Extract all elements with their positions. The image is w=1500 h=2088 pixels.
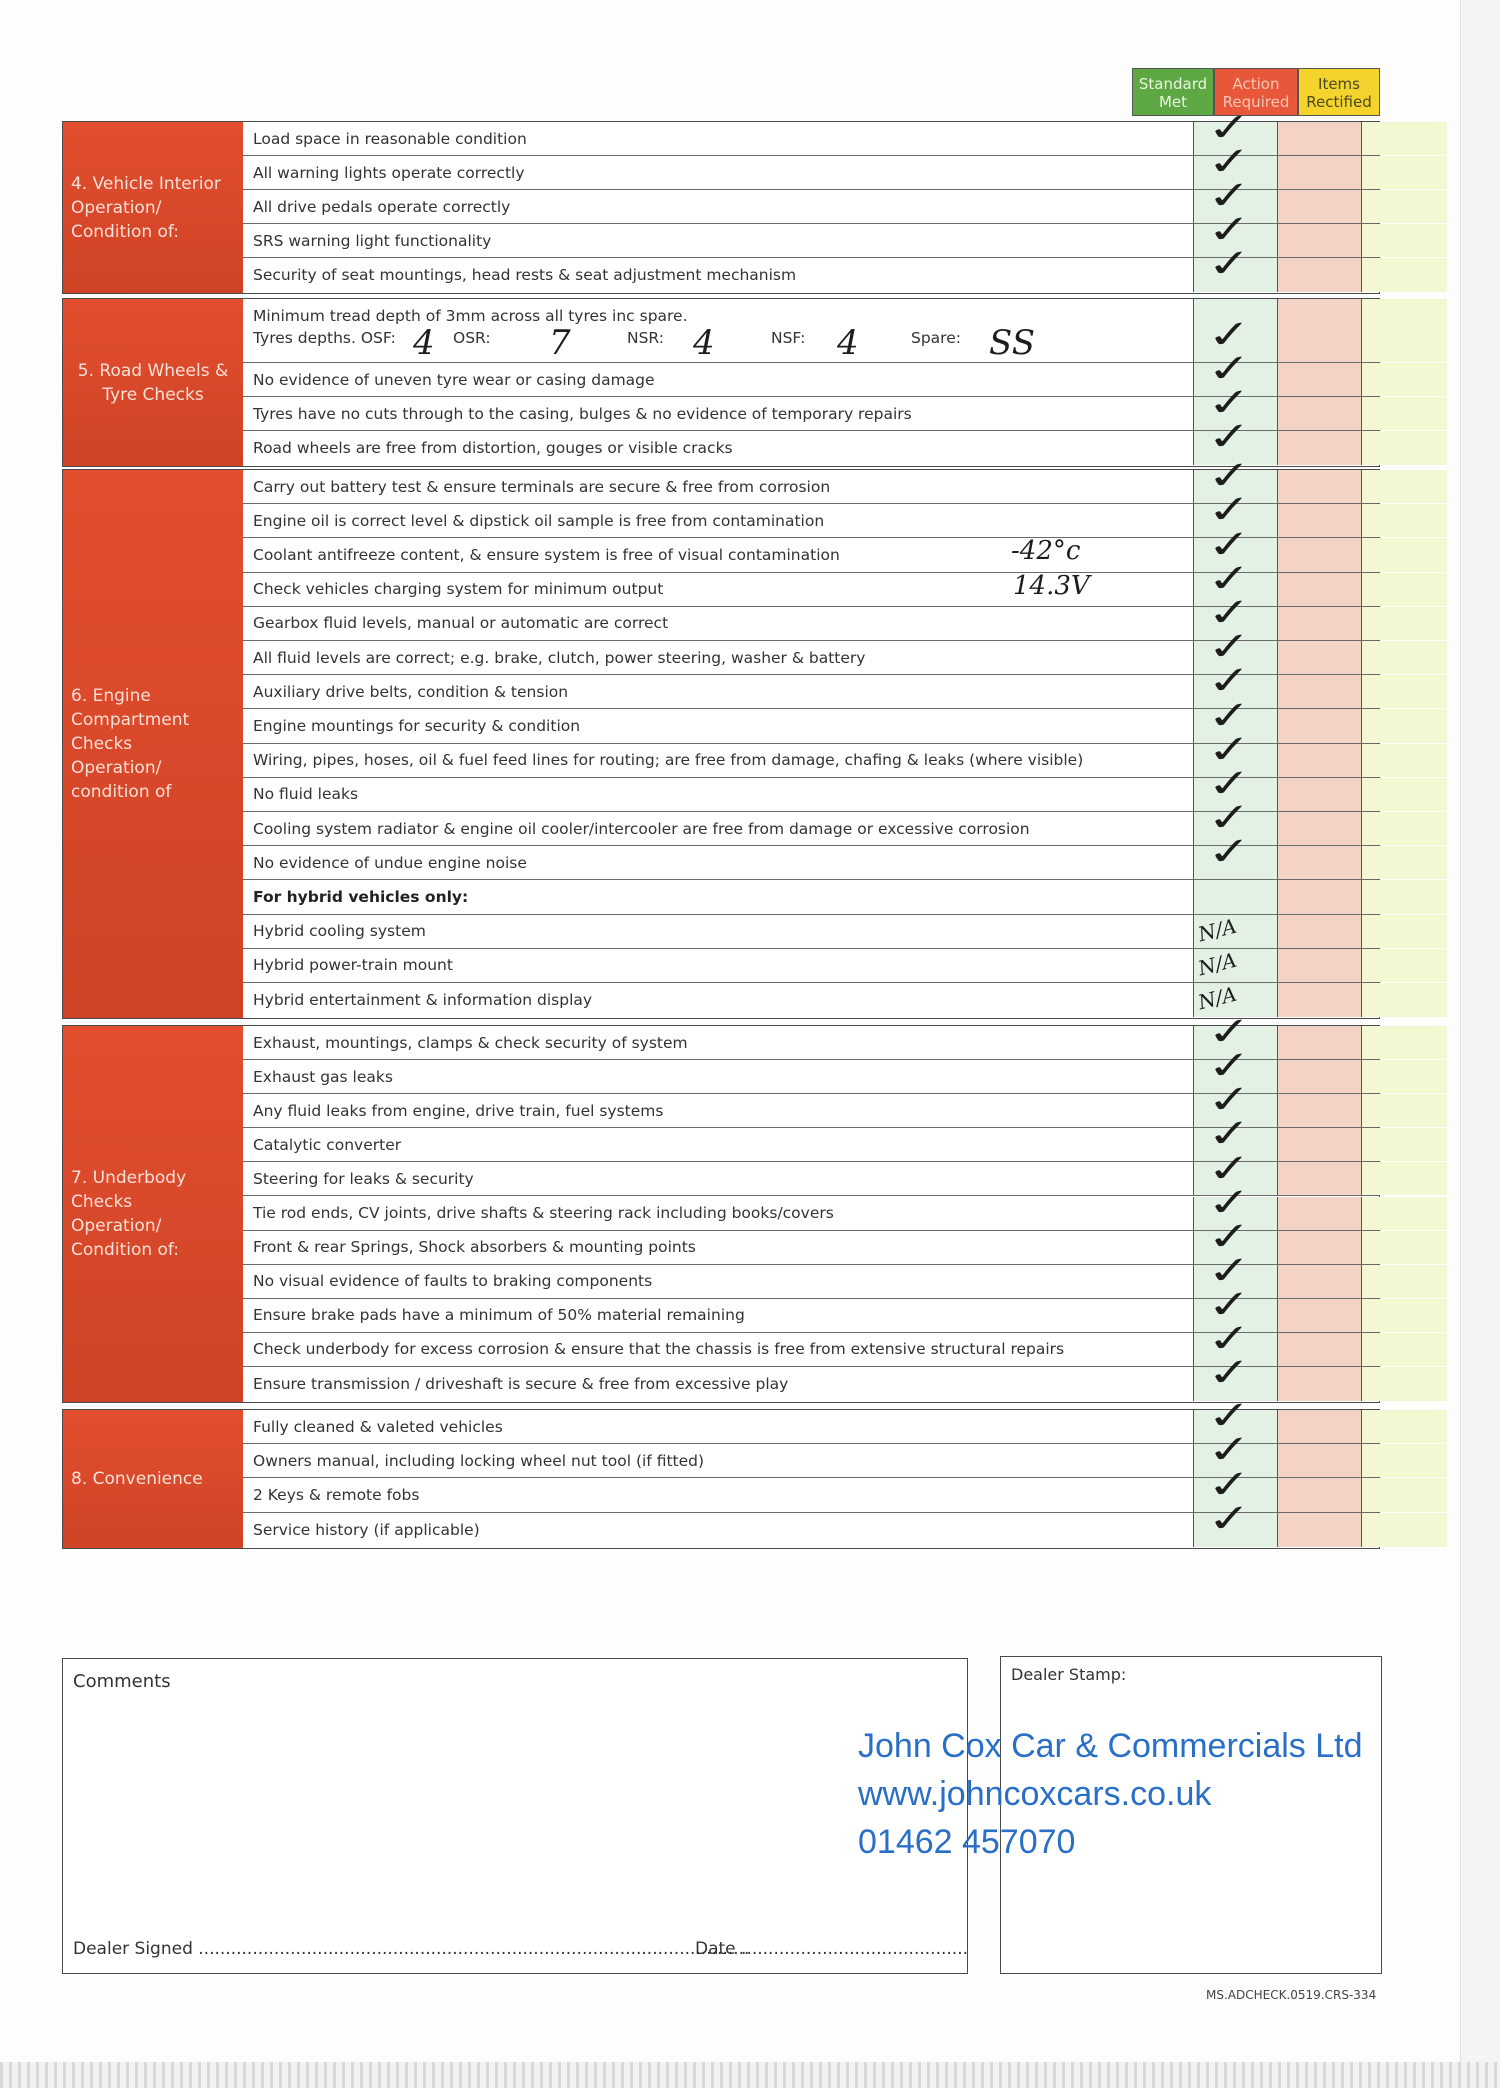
check-item-label: Hybrid cooling system: [253, 922, 426, 941]
check-item-label: Owners manual, including locking wheel nut tool (if fitted): [253, 1451, 705, 1470]
items-rectified-cell[interactable]: [1361, 709, 1447, 742]
check-item-label: No fluid leaks: [253, 785, 359, 804]
standard-met-cell[interactable]: [1193, 880, 1277, 913]
section-label: [63, 1026, 243, 1402]
action-required-cell[interactable]: [1277, 744, 1361, 777]
tick-mark: ✓: [1204, 453, 1255, 500]
action-required-cell[interactable]: [1277, 470, 1361, 503]
section-label-text: 5. Road Wheels & Tyre Checks: [77, 360, 229, 405]
action-required-cell[interactable]: [1277, 880, 1361, 913]
tick-mark: ✓: [1204, 241, 1255, 287]
check-item-label: Minimum tread depth of 3mm across all tyres inc spare.: [253, 307, 688, 325]
items-rectified-cell[interactable]: [1361, 504, 1447, 537]
action-required-cell[interactable]: [1277, 397, 1361, 430]
checklist-row: [243, 241, 1379, 292]
action-required-cell[interactable]: [1277, 1333, 1361, 1366]
items-rectified-cell[interactable]: [1361, 224, 1447, 257]
tick-mark: ✓: [1204, 761, 1255, 807]
action-required-cell[interactable]: [1277, 156, 1361, 189]
tick-mark: ✓: [1204, 346, 1255, 392]
section-label: [63, 1410, 243, 1548]
osr-label: OSR:: [453, 329, 491, 347]
action-required-cell[interactable]: [1277, 915, 1361, 948]
items-rectified-cell[interactable]: [1361, 573, 1447, 606]
items-rectified-cell[interactable]: [1361, 1333, 1447, 1366]
action-required-cell[interactable]: [1277, 224, 1361, 257]
tick-mark: ✓: [1204, 1393, 1255, 1440]
action-required-cell[interactable]: [1277, 538, 1361, 571]
items-rectified-cell[interactable]: [1361, 1094, 1447, 1127]
check-item-label: Hybrid power-train mount: [253, 956, 453, 975]
tick-mark: ✓: [1204, 207, 1255, 253]
section-label: [63, 122, 243, 293]
header-action-required: Action Required: [1214, 68, 1298, 116]
tick-mark: ✓: [1204, 1316, 1255, 1362]
tick-mark: ✓: [1204, 658, 1255, 705]
check-item-label: Engine oil is correct level & dipstick oil sample is free from contamination: [253, 511, 825, 530]
items-rectified-cell[interactable]: [1361, 258, 1447, 292]
tick-mark: ✓: [1204, 829, 1255, 876]
tick-mark: ✓: [1204, 1009, 1255, 1055]
action-required-cell[interactable]: [1277, 1197, 1361, 1230]
items-rectified-cell[interactable]: [1361, 538, 1447, 571]
section-s6: [62, 453, 1380, 1019]
check-item-label: All fluid levels are correct; e.g. brake, clutch, power steering, washer & battery: [253, 648, 866, 667]
section-s7: [62, 1009, 1380, 1403]
check-item-label: Service history (if applicable): [253, 1520, 480, 1539]
nsr-label: NSR:: [627, 329, 664, 347]
action-required-cell[interactable]: [1277, 1060, 1361, 1093]
items-rectified-cell[interactable]: [1361, 983, 1447, 1017]
action-required-cell[interactable]: [1277, 607, 1361, 640]
not-applicable-mark: N/A: [1195, 947, 1240, 981]
action-required-cell[interactable]: [1277, 1513, 1361, 1547]
dealer-stamp-title: Dealer Stamp:: [1011, 1665, 1127, 1684]
items-rectified-cell[interactable]: [1361, 299, 1447, 362]
action-required-cell[interactable]: [1277, 1231, 1361, 1264]
spare-label: Spare:: [911, 329, 961, 347]
items-rectified-cell[interactable]: [1361, 431, 1447, 465]
check-item-label: Steering for leaks & security: [253, 1169, 474, 1188]
not-applicable-mark: N/A: [1195, 981, 1240, 1015]
action-required-cell[interactable]: [1277, 949, 1361, 982]
tick-mark: ✓: [1204, 556, 1255, 602]
tick-mark: ✓: [1204, 795, 1255, 842]
check-item-label: For hybrid vehicles only:: [253, 887, 469, 906]
items-rectified-cell[interactable]: [1361, 812, 1447, 845]
action-required-cell[interactable]: [1277, 1128, 1361, 1161]
tick-mark: ✓: [1204, 105, 1255, 151]
check-item-label: Any fluid leaks from engine, drive train, fuel systems: [253, 1101, 664, 1120]
section-rows: [243, 105, 1379, 293]
checklist-row: [243, 915, 1379, 949]
items-rectified-cell[interactable]: [1361, 190, 1447, 223]
tick-mark: ✓: [1204, 521, 1255, 568]
tick-mark: ✓: [1204, 590, 1255, 636]
items-rectified-cell[interactable]: [1361, 641, 1447, 674]
check-item-label: Catalytic converter: [253, 1135, 402, 1154]
tick-mark: ✓: [1204, 1111, 1255, 1158]
stamp-phone: 01462 457070: [858, 1823, 1076, 1861]
action-required-cell[interactable]: [1277, 299, 1361, 362]
check-item-label: 2 Keys & remote fobs: [253, 1485, 420, 1504]
tick-mark: ✓: [1204, 624, 1255, 671]
items-rectified-cell[interactable]: [1361, 846, 1447, 879]
section-s4: [62, 105, 1380, 294]
tick-mark: ✓: [1204, 1496, 1255, 1542]
action-required-cell[interactable]: [1277, 1444, 1361, 1477]
items-rectified-cell[interactable]: [1361, 607, 1447, 640]
action-required-cell[interactable]: [1277, 573, 1361, 606]
check-item-label: Exhaust gas leaks: [253, 1067, 393, 1086]
checklist-row: [243, 1350, 1379, 1401]
check-item-label: Road wheels are free from distortion, gouges or visible cracks: [253, 439, 733, 457]
header-standard-met: Standard Met: [1132, 68, 1214, 116]
section-rows: [243, 1393, 1379, 1548]
checklist-row: [243, 880, 1379, 914]
action-required-cell[interactable]: [1277, 846, 1361, 879]
coolant-value: -42°c: [1011, 536, 1081, 567]
tick-mark: ✓: [1204, 139, 1255, 185]
check-item-label: Tyres have no cuts through to the casing, bulges & no evidence of temporary repairs: [253, 404, 912, 423]
tick-mark: ✓: [1204, 1077, 1255, 1124]
action-required-cell[interactable]: [1277, 1478, 1361, 1511]
stamp-website: www.johncoxcars.co.uk: [858, 1775, 1212, 1813]
action-required-cell[interactable]: [1277, 1410, 1361, 1443]
action-required-cell[interactable]: [1277, 1026, 1361, 1059]
section-rows: [243, 299, 1379, 466]
not-applicable-mark: N/A: [1195, 913, 1240, 947]
tick-mark: ✓: [1204, 1179, 1255, 1226]
items-rectified-cell[interactable]: [1361, 949, 1447, 982]
items-rectified-cell[interactable]: [1361, 880, 1447, 913]
tick-mark: ✓: [1204, 1248, 1255, 1294]
items-rectified-cell[interactable]: [1361, 1444, 1447, 1477]
items-rectified-cell[interactable]: [1361, 1265, 1447, 1298]
section-s8: [62, 1393, 1380, 1549]
action-required-cell[interactable]: [1277, 983, 1361, 1017]
items-rectified-cell[interactable]: [1361, 1026, 1447, 1059]
tyre-depths-label: Tyres depths. OSF:: [253, 329, 396, 347]
action-required-cell[interactable]: [1277, 504, 1361, 537]
action-required-cell[interactable]: [1277, 1094, 1361, 1127]
items-rectified-cell[interactable]: [1361, 778, 1447, 811]
tick-mark: ✓: [1204, 173, 1255, 219]
section-label: [63, 470, 243, 1018]
tyre-nsr-value: 4: [693, 323, 715, 363]
action-required-cell[interactable]: [1277, 1367, 1361, 1401]
action-required-cell[interactable]: [1277, 190, 1361, 223]
checklist-row: [243, 983, 1379, 1017]
check-item-label: No evidence of uneven tyre wear or casing damage: [253, 370, 655, 389]
check-item-label: No visual evidence of faults to braking components: [253, 1272, 653, 1291]
comments-box[interactable]: [62, 1658, 968, 1974]
action-required-cell[interactable]: [1277, 675, 1361, 708]
tyre-spare-value: SS: [989, 323, 1035, 363]
tick-mark: ✓: [1204, 692, 1255, 739]
tick-mark: ✓: [1204, 487, 1255, 534]
check-item-label: No evidence of undue engine noise: [253, 853, 527, 872]
section-rows: [243, 1009, 1379, 1402]
tick-mark: ✓: [1204, 1461, 1255, 1508]
date-line: Date ..........................................: [695, 1939, 968, 1959]
section-label-text: 6. Engine Compartment Checks Operation/ condition of: [71, 686, 190, 803]
items-rectified-cell[interactable]: [1361, 1197, 1447, 1230]
nsf-label: NSF:: [771, 329, 806, 347]
check-item-label: Cooling system radiator & engine oil cooler/intercooler are free from damage or excessive corrosion: [253, 819, 1030, 838]
check-item-label: All warning lights operate correctly: [253, 163, 525, 182]
tick-mark: ✓: [1204, 380, 1255, 426]
action-required-cell[interactable]: [1277, 1265, 1361, 1298]
tick-mark: ✓: [1204, 1427, 1255, 1474]
action-required-cell[interactable]: [1277, 122, 1361, 155]
check-item-label: Wiring, pipes, hoses, oil & fuel feed lines for routing; are free from damage, chafing & leaks (where visible): [253, 751, 1084, 770]
section-label-text: 8. Convenience: [71, 1468, 203, 1489]
items-rectified-cell[interactable]: [1361, 1367, 1447, 1401]
tick-mark: ✓: [1204, 1214, 1255, 1260]
check-item-label: Engine mountings for security & condition: [253, 716, 581, 735]
tick-mark: ✓: [1204, 1282, 1255, 1328]
check-item-label: Front & rear Springs, Shock absorbers & mounting points: [253, 1238, 696, 1257]
charging-value: 14.3V: [1013, 570, 1090, 601]
items-rectified-cell[interactable]: [1361, 675, 1447, 708]
checklist-row: [243, 1496, 1379, 1547]
check-item-label: Ensure transmission / driveshaft is secure & free from excessive play: [253, 1375, 789, 1394]
section-label-text: 7. Underbody Checks Operation/ Condition of:: [71, 1168, 187, 1261]
action-required-cell[interactable]: [1277, 641, 1361, 674]
items-rectified-cell[interactable]: [1361, 1128, 1447, 1161]
check-item-label: Load space in reasonable condition: [253, 129, 527, 148]
action-required-cell[interactable]: [1277, 709, 1361, 742]
section-label: [63, 299, 243, 466]
check-item-label: Coolant antifreeze content, & ensure system is free of visual contamination: [253, 545, 840, 564]
items-rectified-cell[interactable]: [1361, 1162, 1447, 1195]
action-required-cell[interactable]: [1277, 778, 1361, 811]
check-item-label: Check underbody for excess corrosion & ensure that the chassis is free from extensive structural repairs: [253, 1340, 1065, 1359]
stamp-company-name: John Cox Car & Commercials Ltd: [858, 1727, 1363, 1765]
items-rectified-cell[interactable]: [1361, 744, 1447, 777]
action-required-cell[interactable]: [1277, 1299, 1361, 1332]
scan-artifact-strip: [0, 2062, 1500, 2088]
items-rectified-cell[interactable]: [1361, 1410, 1447, 1443]
action-required-cell[interactable]: [1277, 431, 1361, 465]
section-s5: [62, 298, 1380, 467]
check-item-label: Exhaust, mountings, clamps & check security of system: [253, 1033, 688, 1052]
tick-mark: ✓: [1204, 1350, 1255, 1396]
check-item-label: Check vehicles charging system for minimum output: [253, 580, 664, 599]
reference-code: MS.ADCHECK.0519.CRS-334: [1206, 1988, 1377, 2002]
check-item-label: All drive pedals operate correctly: [253, 197, 511, 216]
tyre-osf-value: 4: [413, 323, 435, 363]
action-required-cell[interactable]: [1277, 1162, 1361, 1195]
section-label-text: 4. Vehicle Interior Operation/ Condition of:: [71, 173, 221, 242]
page-edge: [1460, 0, 1500, 2088]
tick-mark: ✓: [1204, 312, 1255, 358]
items-rectified-cell[interactable]: [1361, 1299, 1447, 1332]
tick-mark: ✓: [1204, 1145, 1255, 1192]
header-items-rectified: Items Rectified: [1298, 68, 1380, 116]
comments-title: Comments: [73, 1671, 171, 1692]
items-rectified-cell[interactable]: [1361, 122, 1447, 155]
items-rectified-cell[interactable]: [1361, 1060, 1447, 1093]
checklist-row: [243, 949, 1379, 983]
checklist-row: [243, 829, 1379, 880]
action-required-cell[interactable]: [1277, 258, 1361, 292]
items-rectified-cell[interactable]: [1361, 1513, 1447, 1547]
tick-mark: ✓: [1204, 414, 1255, 460]
items-rectified-cell[interactable]: [1361, 363, 1447, 396]
tick-mark: ✓: [1204, 1043, 1255, 1090]
check-item-label: Security of seat mountings, head rests & seat adjustment mechanism: [253, 266, 797, 284]
items-rectified-cell[interactable]: [1361, 397, 1447, 430]
tyre-osr-value: 7: [549, 323, 571, 363]
tyre-nsf-value: 4: [837, 323, 859, 363]
action-required-cell[interactable]: [1277, 363, 1361, 396]
check-item-label: Auxiliary drive belts, condition & tension: [253, 682, 569, 701]
check-item-label: SRS warning light functionality: [253, 231, 492, 250]
action-required-cell[interactable]: [1277, 812, 1361, 845]
items-rectified-cell[interactable]: [1361, 1231, 1447, 1264]
check-item-label: Fully cleaned & valeted vehicles: [253, 1417, 503, 1436]
dealer-signed-line: Dealer Signed ......................................................................................................: [73, 1939, 750, 1959]
check-item-label: Gearbox fluid levels, manual or automatic are correct: [253, 614, 669, 633]
items-rectified-cell[interactable]: [1361, 915, 1447, 948]
section-rows: [243, 453, 1379, 1018]
check-item-label: Tie rod ends, CV joints, drive shafts & steering rack including books/covers: [253, 1204, 834, 1223]
check-item-label: Ensure brake pads have a minimum of 50% material remaining: [253, 1306, 745, 1325]
items-rectified-cell[interactable]: [1361, 470, 1447, 503]
check-item-label: Hybrid entertainment & information display: [253, 991, 593, 1010]
check-item-label: Carry out battery test & ensure terminals are secure & free from corrosion: [253, 477, 831, 496]
items-rectified-cell[interactable]: [1361, 156, 1447, 189]
items-rectified-cell[interactable]: [1361, 1478, 1447, 1511]
tick-mark: ✓: [1204, 727, 1255, 773]
